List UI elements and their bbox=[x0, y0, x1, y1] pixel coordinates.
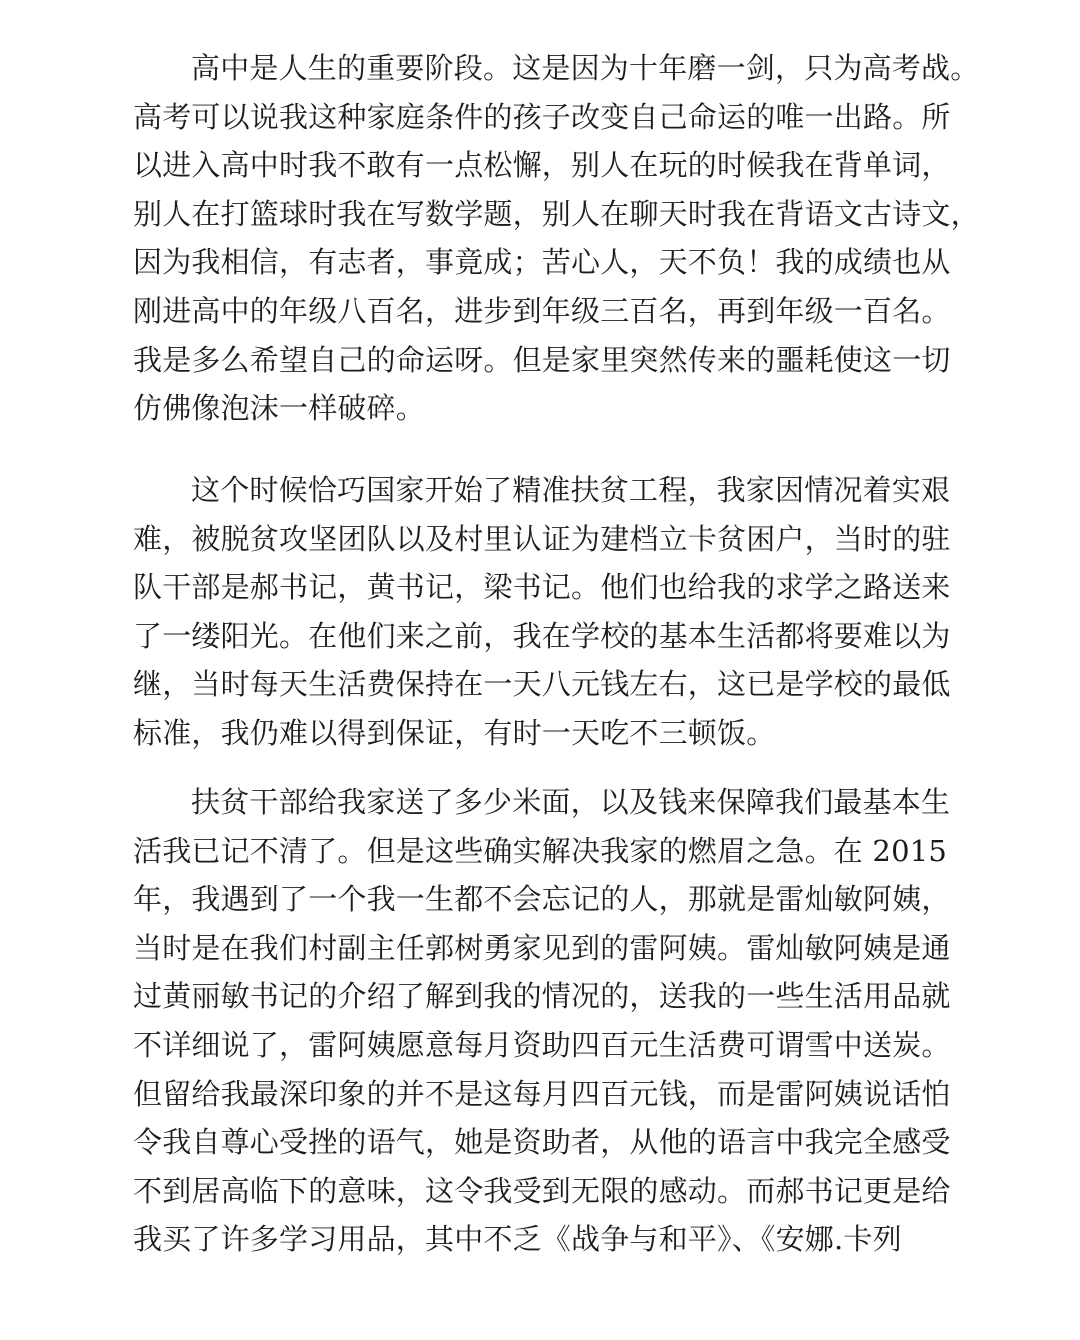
paragraph-line: 了一缕阳光。在他们来之前，我在学校的基本生活都将要难以为 bbox=[133, 618, 951, 653]
paragraph-line: 仿佛像泡沫一样破碎。 bbox=[133, 391, 426, 426]
paragraph-line: 我是多么希望自己的命运呀。但是家里突然传来的噩耗使这一切 bbox=[133, 342, 951, 377]
paragraph-line: 过黄丽敏书记的介绍了解到我的情况的，送我的一些生活用品就 bbox=[133, 979, 951, 1014]
paragraph-1 bbox=[133, 44, 980, 433]
paragraph-line: 继，当时每天生活费保持在一天八元钱左右，这已是学校的最低 bbox=[133, 667, 951, 702]
paragraph-3 bbox=[133, 778, 953, 1264]
paragraph-line: 刚进高中的年级八百名，进步到年级三百名，再到年级一百名。 bbox=[133, 293, 951, 328]
paragraph-line: 别人在打篮球时我在写数学题，别人在聊天时我在背语文古诗文， bbox=[133, 196, 980, 231]
paragraph-line: 活我已记不清了。但是这些确实解决我家的燃眉之急。在 2015 bbox=[133, 833, 948, 868]
paragraph-2 bbox=[133, 466, 953, 758]
paragraph-line: 以进入高中时我不敢有一点松懈，别人在玩的时候我在背单词， bbox=[133, 148, 951, 183]
paragraph-line: 不详细说了，雷阿姨愿意每月资助四百元生活费可谓雪中送炭。 bbox=[133, 1027, 951, 1062]
paragraph-line: 队干部是郝书记，黄书记，梁书记。他们也给我的求学之路送来 bbox=[133, 570, 951, 605]
paragraph-line: 令我自尊心受挫的语气，她是资助者，从他的语言中我完全感受 bbox=[133, 1125, 951, 1160]
paragraph-line: 难，被脱贫攻坚团队以及村里认证为建档立卡贫困户，当时的驻 bbox=[133, 521, 951, 556]
paragraph-line: 年，我遇到了一个我一生都不会忘记的人，那就是雷灿敏阿姨， bbox=[133, 882, 951, 917]
paragraph-line: 我买了许多学习用品，其中不乏《战争与和平》、《安娜.卡列 bbox=[133, 1222, 902, 1257]
paragraph-line: 高中是人生的重要阶段。这是因为十年磨一剑，只为高考战。 bbox=[191, 51, 980, 85]
paragraph-line: 因为我相信，有志者，事竟成；苦心人，天不负！我的成绩也从 bbox=[133, 245, 951, 280]
paragraph-line: 高考可以说我这种家庭条件的孩子改变自己命运的唯一出路。所 bbox=[133, 99, 951, 134]
paragraph-line: 不到居高临下的意味，这令我受到无限的感动。而郝书记更是给 bbox=[133, 1173, 951, 1208]
paragraph-line: 当时是在我们村副主任郭树勇家见到的雷阿姨。雷灿敏阿姨是通 bbox=[133, 930, 951, 965]
paragraph-line: 扶贫干部给我家送了多少米面，以及钱来保障我们最基本生 bbox=[191, 785, 951, 819]
paragraph-line: 但留给我最深印象的并不是这每月四百元钱，而是雷阿姨说话怕 bbox=[133, 1076, 951, 1111]
paragraph-line: 标准，我仍难以得到保证，有时一天吃不三顿饭。 bbox=[133, 715, 776, 750]
paragraph-line: 这个时候恰巧国家开始了精准扶贫工程，我家因情况着实艰 bbox=[191, 473, 951, 507]
